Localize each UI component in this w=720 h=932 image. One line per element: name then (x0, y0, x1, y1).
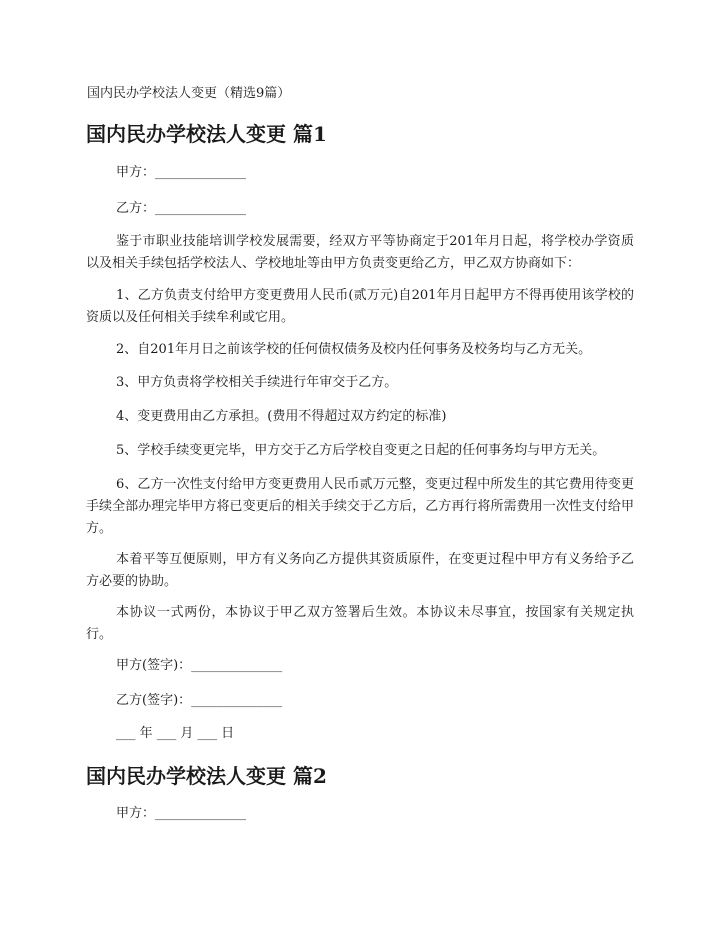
section-heading-1: 国内民办学校法人变更 篇1 (86, 122, 327, 146)
signature-party-a: 甲方(签字)：______________ (116, 658, 283, 673)
paragraph-effectiveness: 本协议一式两份，本协议于甲乙双方签署后生效。本协议未尽事宜，按国家有关规定执行。 (86, 605, 634, 642)
paragraph-preamble: 鉴于市职业技能培训学校发展需要，经双方平等协商定于201年月日起，将学校办学资质以及相关手续包括学校法人、学校地址等由甲方负责变更给乙方，甲乙双方协商如下： (86, 234, 634, 271)
paragraph-clause-1: 1、乙方负责支付给甲方变更费用人民币(贰万元)自201年月日起甲方不得再使用该学校的资质以及任何相关手续牟利或它用。 (86, 288, 634, 325)
paragraph-clause-6: 6、乙方一次性支付给甲方变更费用人民币贰万元整，变更过程中所发生的其它费用待变更手续全部办理完毕甲方将已变更后的相关手续交于乙方后，乙方再行将所需费用一次性支付给甲方。 (86, 477, 634, 536)
paragraph-clause-2: 2、自201年月日之前该学校的任何债权债务及校内任何事务及校务均与乙方无关。 (116, 342, 592, 357)
paragraph-clause-4: 4、变更费用由乙方承担。(费用不得超过双方约定的标准) (116, 409, 447, 424)
party-a-line-2: 甲方：______________ (116, 806, 247, 821)
party-a-line: 甲方：______________ (116, 165, 247, 180)
paragraph-clause-5: 5、学校手续变更完毕，甲方交于乙方后学校自变更之日起的任何事务均与甲方无关。 (116, 443, 606, 458)
paragraph-mutual-aid: 本着平等互便原则，甲方有义务向乙方提供其资质原件，在变更过程中甲方有义务给予乙方必要的协助。 (86, 552, 634, 589)
paragraph-clause-3: 3、甲方负责将学校相关手续进行年审交于乙方。 (116, 375, 398, 390)
signature-party-b: 乙方(签字)：______________ (116, 693, 283, 708)
party-b-line: 乙方：______________ (116, 201, 247, 216)
date-line: ___ 年 ___ 月 ___ 日 (116, 726, 235, 741)
document-title: 国内民办学校法人变更（精选9篇） (87, 86, 291, 101)
section-heading-2: 国内民办学校法人变更 篇2 (86, 764, 327, 788)
